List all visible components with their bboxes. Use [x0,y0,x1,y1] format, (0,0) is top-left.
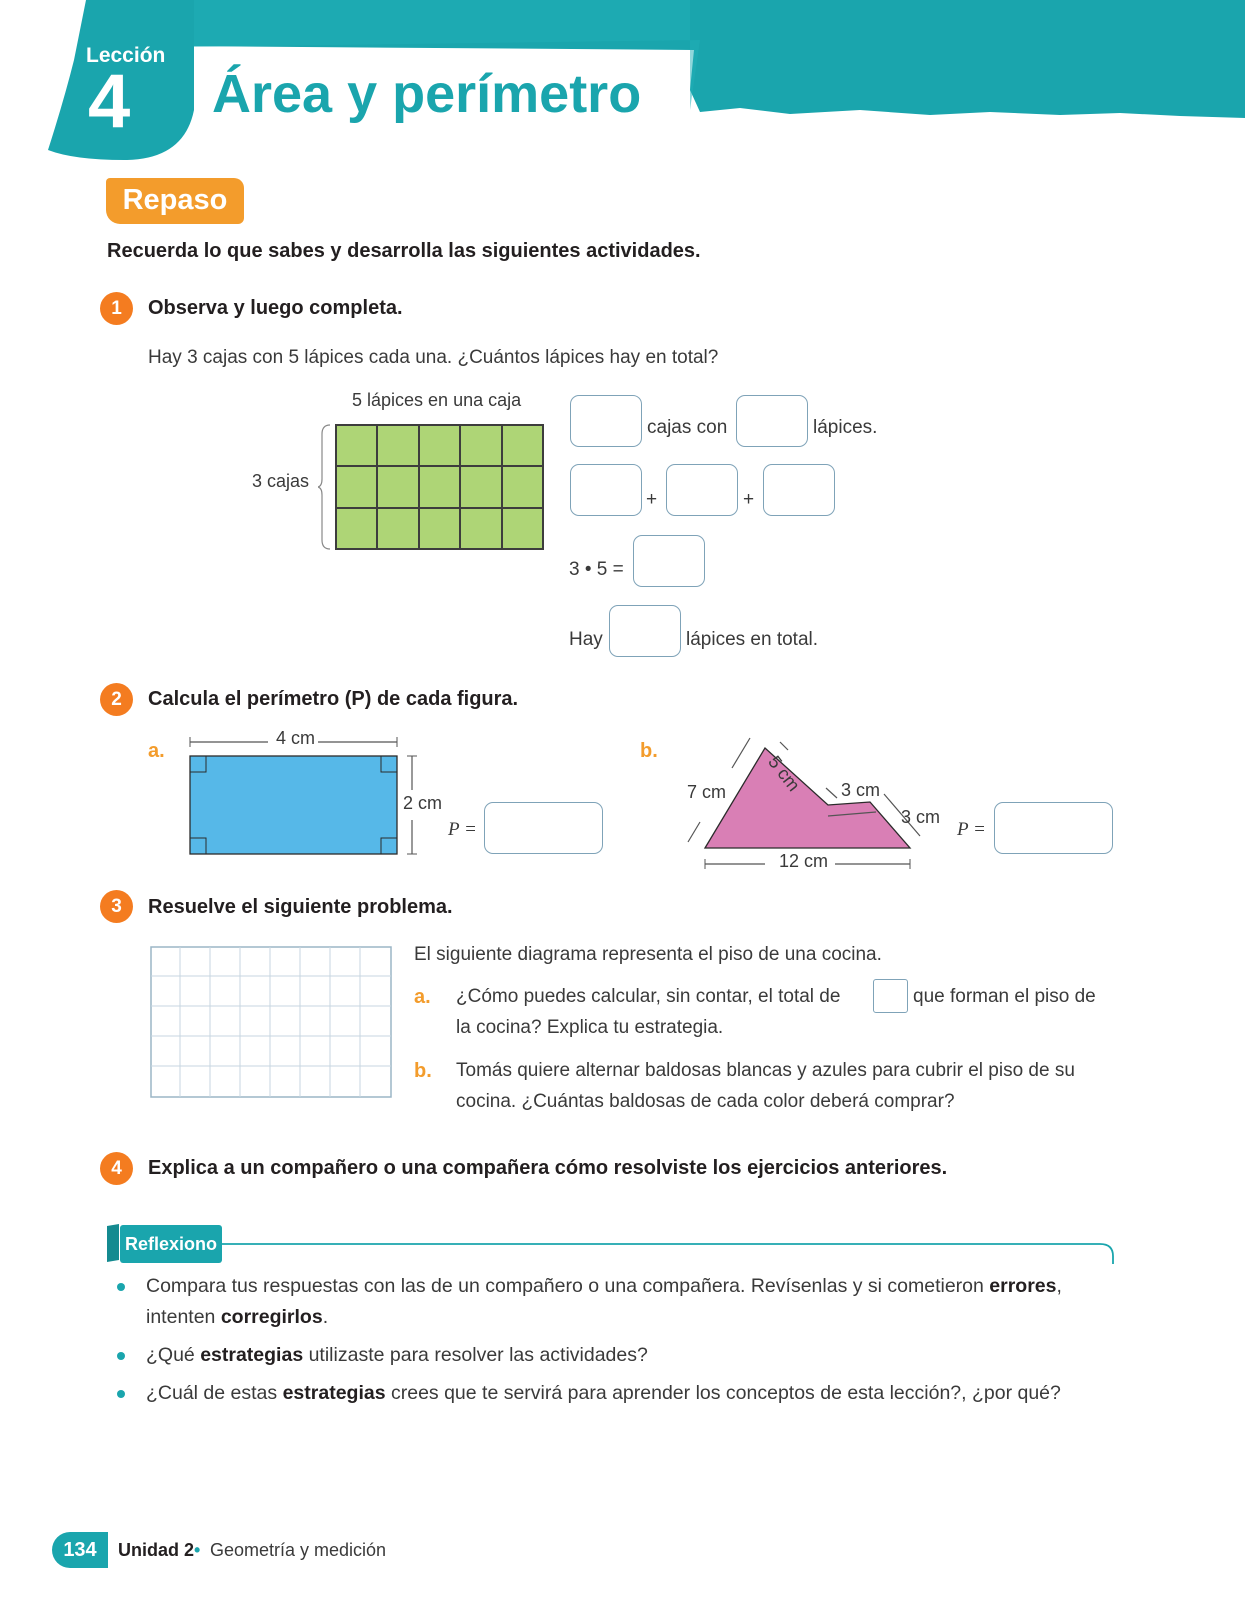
reflexiono-bullet-3: ¿Cuál de estas estrategias crees que te servirá para aprender los conceptos de esta lección?, ¿por qué? [146,1382,1061,1404]
hay-label: Hay [569,629,603,650]
q3-a-text-1: ¿Cómo puedes calcular, sin contar, el total de [456,986,841,1007]
reflexiono-bullet-1: Compara tus respuestas con las de un compañero o una compañera. Revísenlas y si cometieron errores, intenten corregirlos. [146,1275,1062,1328]
rect-width-label: 4 cm [276,728,316,748]
perimeter-a-box[interactable] [484,802,603,854]
addend-box-1[interactable] [570,464,642,516]
rect-height-label: 2 cm [403,793,443,813]
lesson-number: 4 [88,59,131,144]
triangle-side-7cm: 7 cm [687,782,727,802]
grid-brace [318,424,334,550]
subitem-b-label: b. [640,740,658,762]
kitchen-floor-grid [150,946,392,1098]
addend-box-2[interactable] [666,464,738,516]
cajas-con-label: cajas con [647,417,728,438]
bullet-dot-2 [117,1352,125,1360]
intro-text: Recuerda lo que sabes y desarrolla las siguientes actividades. [107,240,701,262]
question-3-number: 3 [100,890,133,923]
footer-section: Geometría y medición [210,1540,387,1560]
total-label: lápices en total. [686,629,819,650]
page-title: Área y perímetro [212,64,642,124]
question-1-title: Observa y luego completa. [148,297,403,319]
q3-a-text-3: la cocina? Explica tu estrategia. [456,1017,724,1038]
answer-box-cajas[interactable] [570,395,642,447]
multiplication-label: 3 • 5 = [569,559,624,580]
tile-square-icon [873,979,908,1013]
grid-side-label: 3 cajas [252,471,310,491]
bullet-dot-3 [117,1390,125,1398]
question-2-number: 2 [100,683,133,716]
reflexiono-tag: Reflexiono [120,1225,222,1263]
q3-b-text-1: Tomás quiere alternar baldosas blancas y azules para cubrir el piso de su [456,1060,1075,1081]
q3-subitem-a-label: a. [414,986,431,1008]
perimeter-b-box[interactable] [994,802,1113,854]
subitem-a-label: a. [148,740,165,762]
question-3-title: Resuelve el siguiente problema. [148,896,453,918]
total-box[interactable] [609,605,681,657]
product-box[interactable] [633,535,705,587]
question-1-number: 1 [100,292,133,325]
reflexiono-frame [105,1220,1117,1268]
q3-a-text-2: que forman el piso de [913,986,1096,1007]
pencil-grid [335,424,544,550]
bullet-dot-1 [117,1283,125,1291]
question-3-text: El siguiente diagrama representa el piso de una cocina. [414,944,882,965]
triangle-side-3cm-top: 3 cm [841,780,881,800]
plus-sign-1: + [646,489,658,510]
q3-subitem-b-label: b. [414,1060,432,1082]
reflexiono-bullet-2: ¿Qué estrategias utilizaste para resolver las actividades? [146,1344,648,1366]
repaso-tag: Repaso [106,178,244,224]
perimeter-b-label: P = [957,819,986,840]
grid-top-label: 5 lápices en una caja [352,390,522,410]
question-4-number: 4 [100,1152,133,1185]
footer-bullet: • [194,1540,201,1560]
lesson-word: Lección [86,44,166,67]
plus-sign-2: + [743,489,755,510]
triangle-base-label: 12 cm [779,851,829,871]
triangle-side-5cm: 5 cm [764,752,805,796]
perimeter-a-label: P = [448,819,477,840]
question-1-text: Hay 3 cajas con 5 lápices cada una. ¿Cuántos lápices hay en total? [148,347,719,368]
q3-b-text-2: cocina. ¿Cuántas baldosas de cada color deberá comprar? [456,1091,955,1112]
answer-box-lapices[interactable] [736,395,808,447]
question-4-title: Explica a un compañero o una compañera cómo resolviste los ejercicios anteriores. [148,1157,948,1179]
question-2-title: Calcula el perímetro (P) de cada figura. [148,688,519,710]
lapices-label: lápices. [813,417,878,438]
triangle-side-3cm-right: 3 cm [901,807,941,827]
page-number: 134 [52,1532,108,1568]
footer-unit: Unidad 2 [118,1540,195,1560]
addend-box-3[interactable] [763,464,835,516]
